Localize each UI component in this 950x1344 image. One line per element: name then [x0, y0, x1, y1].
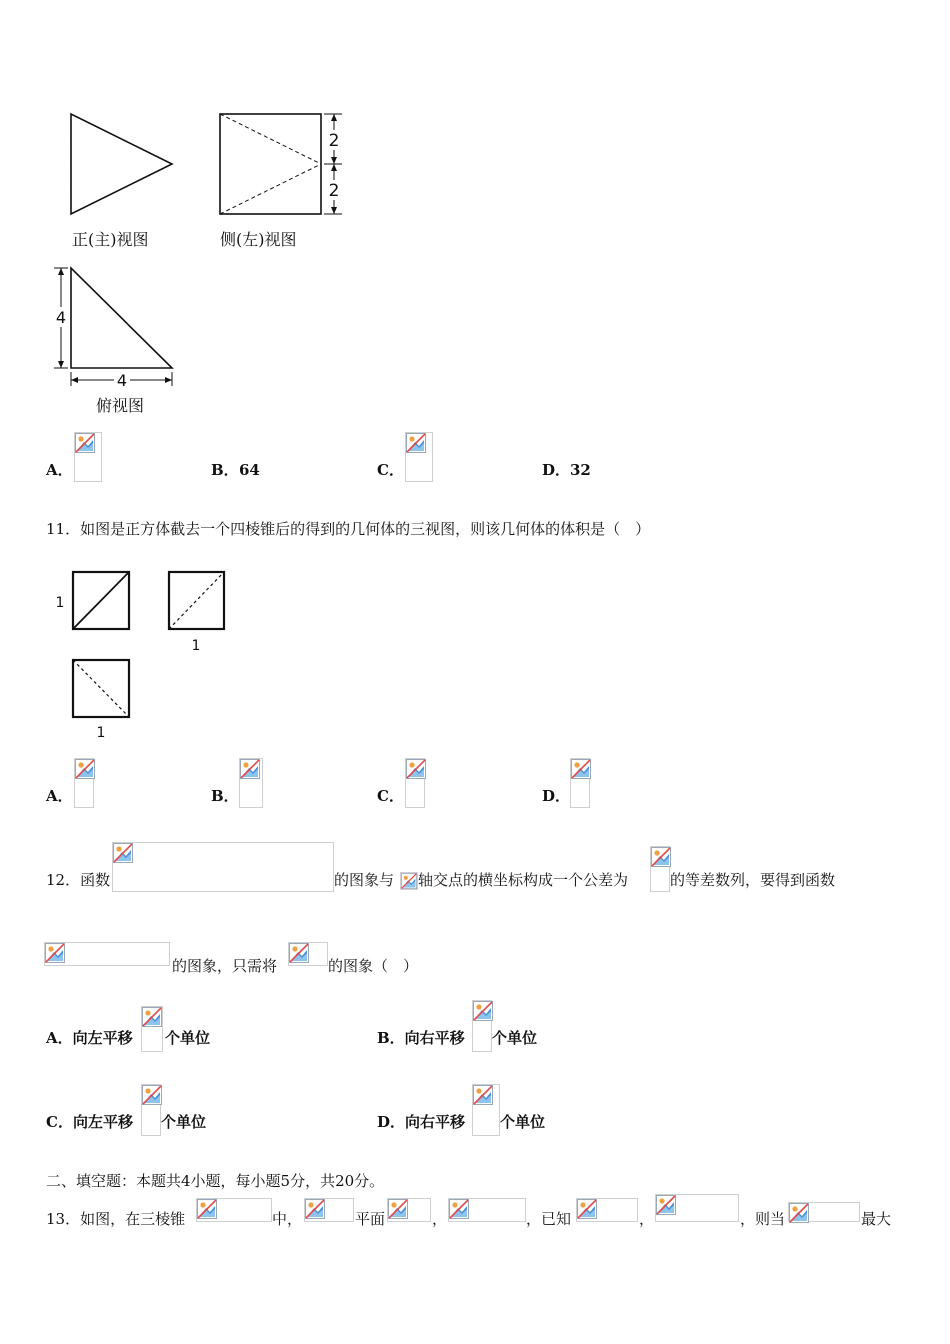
broken-image-icon: [75, 759, 95, 779]
q10-option-a-label: A．: [46, 461, 73, 479]
q11-option-a-image: [74, 758, 94, 808]
q10-option-a-image: [74, 432, 102, 482]
q12-option-d-suffix: 个单位: [500, 1113, 546, 1131]
side-dim-1: 2: [328, 131, 340, 151]
q11-dim-top: 1: [96, 725, 106, 741]
q13-condition1-image: [448, 1198, 526, 1222]
broken-image-icon: [401, 873, 417, 889]
broken-image-icon: [473, 1001, 493, 1021]
q12-part4: 的图象，只需将: [172, 957, 278, 975]
q13-sep2: ，已知: [526, 1210, 572, 1228]
broken-image-icon: [577, 1199, 597, 1219]
section2-heading: 二、填空题：本题共4小题，每小题5分，共20分。: [46, 1172, 385, 1190]
q12-part2: 轴交点的横坐标构成一个公差为: [418, 871, 629, 889]
q11-option-d-label: D．: [542, 787, 571, 805]
broken-image-icon: [406, 433, 426, 453]
q12-axis-image: [400, 872, 418, 890]
broken-image-icon: [473, 1085, 493, 1105]
q13-mid2: 平面: [355, 1210, 386, 1228]
q13-pyramid-image: [196, 1198, 272, 1222]
q13-plane-image: [387, 1198, 431, 1222]
q11-option-b-label: B．: [211, 787, 239, 805]
broken-image-icon: [449, 1199, 469, 1219]
q10-option-c-image: [405, 432, 433, 482]
q11-dim-side: 1: [191, 638, 201, 654]
q11-option-d-image: [570, 758, 590, 808]
q11-option-a-label: A．: [46, 787, 73, 805]
broken-image-icon: [75, 433, 95, 453]
q12-part1: 的图象与: [334, 871, 395, 889]
front-view-triangle: [71, 114, 172, 214]
broken-image-icon: [197, 1199, 217, 1219]
q13-sep3: ，: [639, 1210, 655, 1228]
q12-difference-image: [650, 846, 670, 892]
q12-option-c-label: C．向左平移: [46, 1113, 133, 1131]
q12-option-a-image: [141, 1006, 163, 1052]
front-view-label: 正(主)视图: [72, 230, 149, 249]
top-view-triangle: [71, 268, 172, 368]
q13-suffix: 最大: [861, 1210, 892, 1228]
broken-image-icon: [45, 943, 65, 963]
q12-source-function-image: [288, 942, 328, 966]
top-dim-vertical: 4: [55, 308, 67, 327]
side-dim-2: 2: [328, 181, 340, 201]
broken-image-icon: [656, 1195, 676, 1215]
q12-part3: 的等差数列，要得到函数: [670, 871, 836, 889]
q12-option-a-label: A．向左平移: [46, 1029, 133, 1047]
q13-sep1: ，: [432, 1210, 448, 1228]
q11-option-c-label: C．: [377, 787, 404, 805]
broken-image-icon: [142, 1007, 162, 1027]
top-dim-horizontal: 4: [116, 371, 128, 390]
q11-option-b-image: [239, 758, 263, 808]
q13-mid1: 中，: [272, 1210, 303, 1228]
broken-image-icon: [789, 1203, 809, 1223]
top-view-label: 俯视图: [96, 396, 145, 415]
q11-option-c-image: [405, 758, 425, 808]
q10-option-c-label: C．: [377, 461, 404, 479]
q13-condition4-image: [788, 1202, 860, 1222]
q12-option-b-label: B．向右平移: [377, 1029, 465, 1047]
broken-image-icon: [289, 943, 309, 963]
side-view-square: [220, 114, 321, 214]
broken-image-icon: [142, 1085, 162, 1105]
broken-image-icon: [113, 843, 133, 863]
q10-option-d-value: 32: [570, 461, 591, 479]
q11-dim-front: 1: [55, 595, 65, 611]
q12-option-d-label: D．向右平移: [377, 1113, 466, 1131]
q10-option-d-label: D．: [542, 461, 571, 479]
q10-three-views: [40, 100, 380, 430]
q13-prefix: 13．如图，在三棱锥: [46, 1210, 186, 1228]
q12-function-image: [112, 842, 334, 892]
q12-option-b-suffix: 个单位: [492, 1029, 538, 1047]
broken-image-icon: [651, 847, 671, 867]
q12-option-b-image: [472, 1000, 492, 1052]
broken-image-icon: [571, 759, 591, 779]
q12-option-a-suffix: 个单位: [165, 1029, 211, 1047]
q12-option-c-image: [141, 1084, 161, 1136]
broken-image-icon: [240, 759, 260, 779]
q12-target-function-image: [44, 942, 170, 966]
broken-image-icon: [388, 1199, 408, 1219]
q12-part5: 的图象（ ）: [328, 957, 419, 975]
q12-prefix: 12．函数: [46, 871, 111, 889]
side-view-label: 侧(左)视图: [220, 230, 297, 249]
q13-condition2-image: [576, 1198, 638, 1222]
q11-stem: 11．如图是正方体截去一个四棱锥后的得到的几何体的三视图，则该几何体的体积是（ ）: [46, 520, 651, 538]
q13-condition3-image: [655, 1194, 739, 1222]
q13-line-image: [304, 1198, 354, 1222]
broken-image-icon: [305, 1199, 325, 1219]
q12-option-c-suffix: 个单位: [161, 1113, 207, 1131]
broken-image-icon: [406, 759, 426, 779]
q13-sep4: ，则当: [740, 1210, 786, 1228]
q10-option-b-label: B．: [211, 461, 239, 479]
q10-option-b-value: 64: [239, 461, 260, 479]
q11-three-views: [50, 564, 240, 744]
q12-option-d-image: [472, 1084, 500, 1136]
